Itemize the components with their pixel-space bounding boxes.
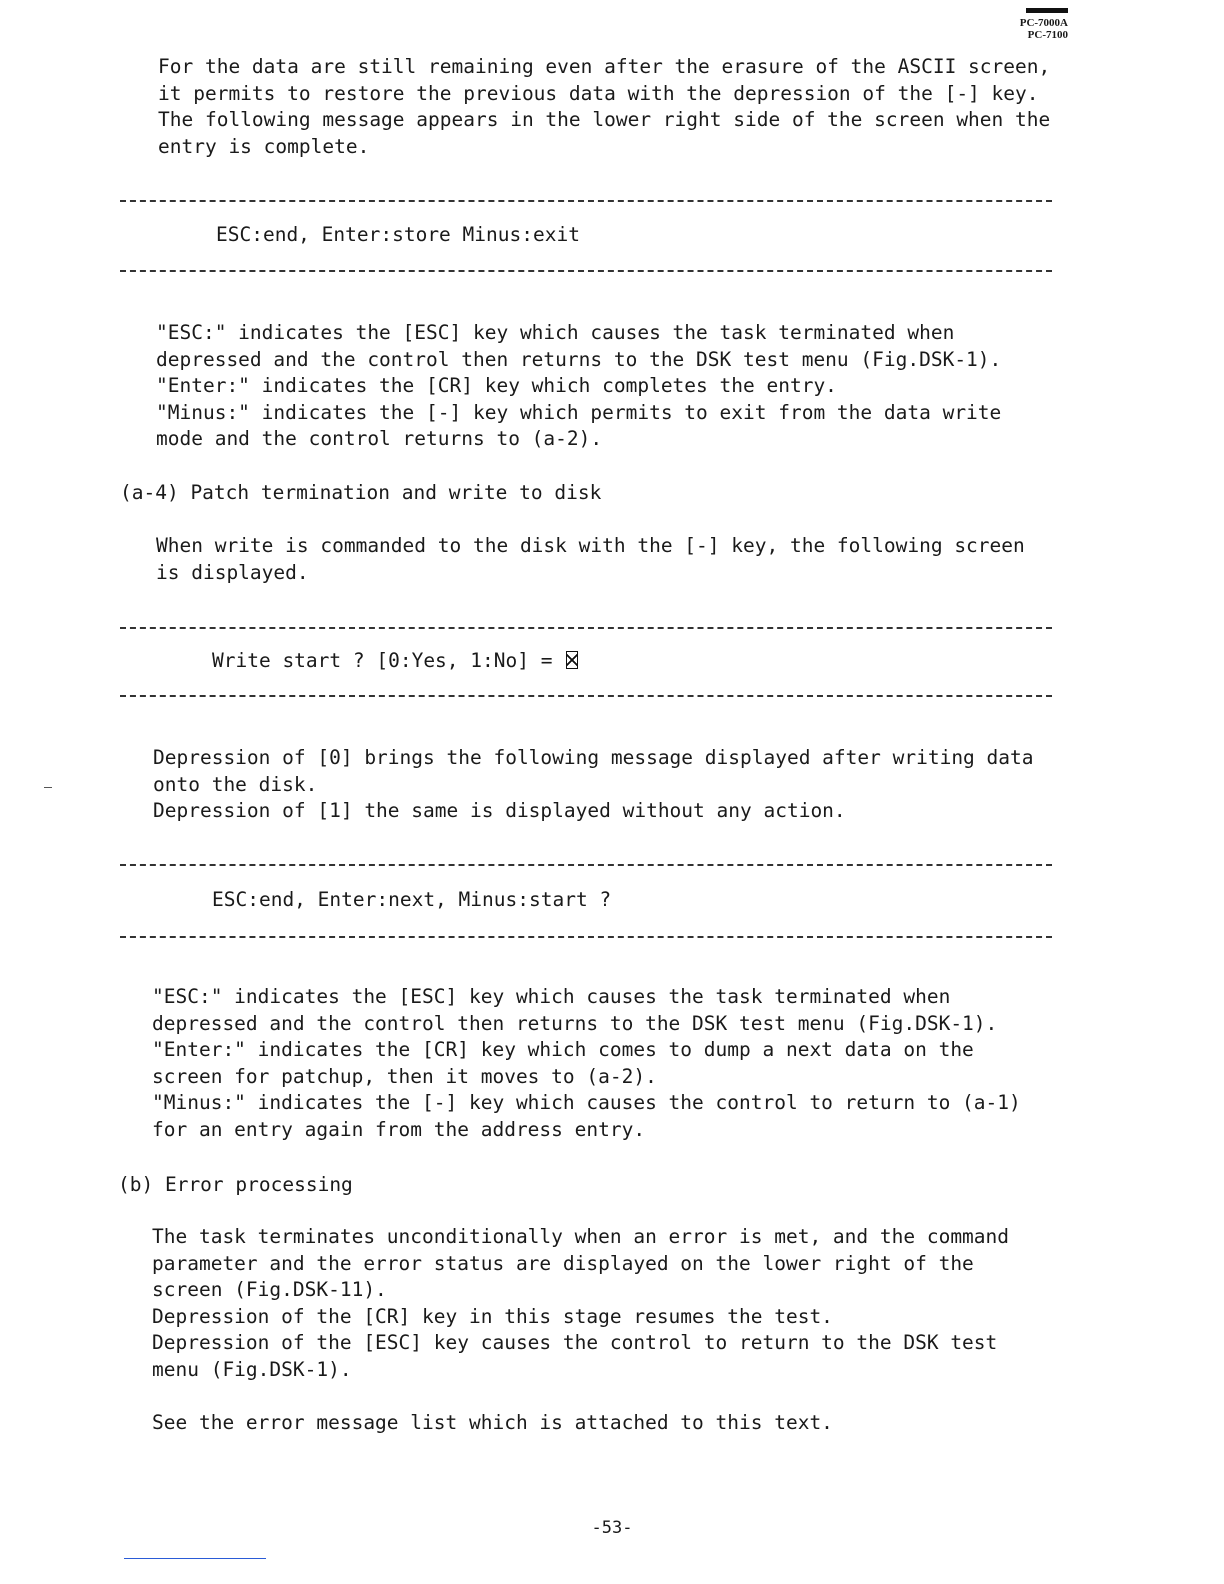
screen-write-prompt (212, 648, 578, 674)
screen-divider (120, 864, 1052, 866)
section-heading-b: (b) Error processing (118, 1173, 353, 1196)
a4-paragraph: When write is commanded to the disk with the [-] key, the following screen is displayed. (156, 534, 1025, 584)
error-processing-paragraph: The task terminates unconditionally when an error is met, and the command parameter and the error status are displayed on the lower right of the screen (Fig.DSK-11). Depression of the [CR] key in this stage resumes the test. Depression of the [ESC] key causes the control to return to the DSK test menu (Fig.DSK-1). (152, 1225, 1010, 1381)
key-explanation-1: "ESC:" indicates the [ESC] key which causes the task terminated when depressed and the control then returns to the DSK test menu (Fig.DSK-1). "Enter:" indicates the [CR] key which completes the entry. "Minus:" indicates the [-] key which permits to exit from the data write mode and the control returns to (a-2). (156, 321, 1002, 451)
key-explanation-2: "ESC:" indicates the [ESC] key which causes the task terminated when depressed and the control then returns to the DSK test menu (Fig.DSK-1). "Enter:" indicates the [CR] key which comes to dump a next data on the screen for patchup, then it moves to (a-2). "Minus:" indicates the [-] key which causes the control to return to (a-1) for an entry again from the address entry. (152, 985, 1021, 1141)
screen-divider (120, 695, 1052, 697)
page-number: -53- (591, 1518, 633, 1538)
a4-paragraph-2: Depression of [0] brings the following message displayed after writing data onto the disk. Depression of [1] the same is displayed without any action. (153, 746, 1034, 823)
write-prompt-text: Write start ? [0:Yes, 1:No] = (212, 649, 553, 672)
screen-divider (120, 936, 1052, 938)
cursor-icon (566, 651, 578, 669)
screen-message-next: ESC:end, Enter:next, Minus:start ? (212, 888, 612, 911)
screen-message-store: ESC:end, Enter:store Minus:exit (216, 223, 580, 246)
intro-paragraph: For the data are still remaining even after the erasure of the ASCII screen, it permits to restore the previous data with the depression of the [-] key. The following message appears in the lower right side of the screen when the entry is complete. (158, 55, 1051, 158)
section-heading-a4: (a-4) Patch termination and write to disk (120, 481, 602, 504)
model-header (978, 8, 1068, 41)
screen-divider (120, 627, 1052, 629)
header-bar (1026, 8, 1068, 13)
bottom-rule (124, 1558, 266, 1559)
model-line-2: PC-7100 (1027, 29, 1068, 41)
screen-divider (120, 200, 1052, 202)
screen-divider (120, 270, 1052, 272)
model-line-1: PC-7000A (1019, 17, 1068, 29)
see-error-list-note: See the error message list which is attached to this text. (152, 1411, 833, 1434)
scan-mark (44, 787, 52, 788)
